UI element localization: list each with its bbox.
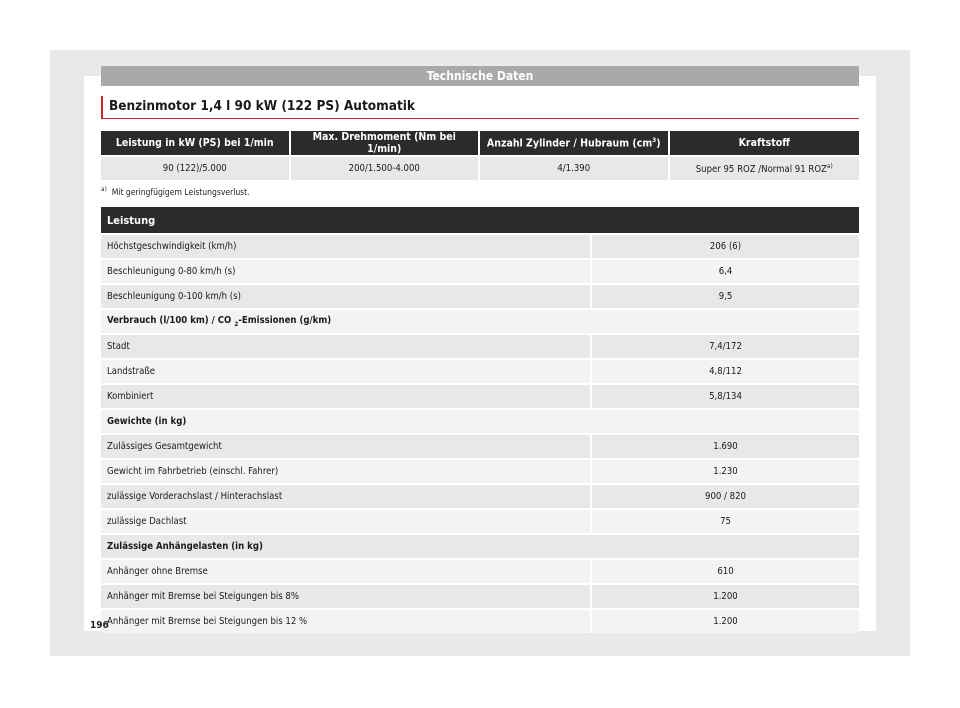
table-row xyxy=(101,433,859,458)
spec-header-power xyxy=(101,131,291,155)
subheading-row xyxy=(101,533,859,558)
row-value: 75 xyxy=(592,508,859,533)
footnote-marker: a) xyxy=(101,185,107,193)
row-label: Zulässiges Gesamtgewicht xyxy=(101,433,592,458)
subheading-trailer: Zulässige Anhängelasten (in kg) xyxy=(101,533,859,558)
row-label: Gewicht im Fahrbetrieb (einschl. Fahrer) xyxy=(101,458,592,483)
engine-spec-table xyxy=(101,131,859,180)
spec-header-torque-text: Max. Drehmoment (Nm bei 1/min) xyxy=(312,131,456,155)
row-value: 6,4 xyxy=(592,258,859,283)
subheading-row xyxy=(101,408,859,433)
subheading-consumption xyxy=(101,308,859,333)
performance-header: Leistung xyxy=(101,207,859,233)
page-number: 196 xyxy=(90,620,109,631)
table-row xyxy=(101,258,859,283)
footnote-ref: a) xyxy=(826,161,833,170)
subheading-weights: Gewichte (in kg) xyxy=(101,408,859,433)
table-row xyxy=(101,333,859,358)
table-row xyxy=(101,558,859,583)
row-value: 610 xyxy=(592,558,859,583)
table-row xyxy=(101,358,859,383)
row-value: 1.690 xyxy=(592,433,859,458)
row-value: 900 / 820 xyxy=(592,483,859,508)
row-value: 9,5 xyxy=(592,283,859,308)
subheading-consumption-pre: Verbrauch (l/100 km) / CO xyxy=(107,315,235,327)
table-row xyxy=(101,483,859,508)
row-value: 7,4/172 xyxy=(592,333,859,358)
spec-header-power-text: Leistung in kW (PS) bei 1/min xyxy=(115,137,274,149)
subheading-row xyxy=(101,308,859,333)
table-row xyxy=(101,383,859,408)
row-value: 206 (6) xyxy=(592,233,859,258)
table-row xyxy=(101,508,859,533)
title-underline xyxy=(101,118,859,119)
row-value: 1.230 xyxy=(592,458,859,483)
spec-header-cylinders xyxy=(480,131,670,155)
spec-header-fuel-text: Kraftstoff xyxy=(738,137,790,149)
row-label: Beschleunigung 0-100 km/h (s) xyxy=(101,283,592,308)
row-label: Anhänger mit Bremse bei Steigungen bis 8% xyxy=(101,583,592,608)
row-value: 5,8/134 xyxy=(592,383,859,408)
row-label: Kombiniert xyxy=(101,383,592,408)
row-value: 4,8/112 xyxy=(592,358,859,383)
table-row xyxy=(101,458,859,483)
spec-header-fuel xyxy=(670,131,860,155)
performance-header-row xyxy=(101,207,859,233)
spec-header-cylinders-sup: 3 xyxy=(652,136,657,145)
table-row xyxy=(101,233,859,258)
table-row xyxy=(101,583,859,608)
footnote-text: Mit geringfügigem Leistungsverlust. xyxy=(111,187,250,198)
row-label: Beschleunigung 0-80 km/h (s) xyxy=(101,258,592,283)
spec-value-fuel-text: Super 95 ROZ /Normal 91 ROZ xyxy=(695,164,827,176)
performance-table xyxy=(101,207,859,633)
row-value: 1.200 xyxy=(592,583,859,608)
page-title: Benzinmotor 1,4 l 90 kW (122 PS) Automatik xyxy=(109,98,415,114)
spec-value-power: 90 (122)/5.000 xyxy=(101,155,291,180)
subheading-consumption-sub: 2 xyxy=(234,319,239,328)
spec-header-cylinders-after: ) xyxy=(656,137,661,150)
row-label: Höchstgeschwindigkeit (km/h) xyxy=(101,233,592,258)
subheading-consumption-post: -Emissionen (g/km) xyxy=(238,315,332,327)
row-label: Anhänger ohne Bremse xyxy=(101,558,592,583)
table-row xyxy=(101,608,859,633)
row-label: Stadt xyxy=(101,333,592,358)
spec-header-torque xyxy=(291,131,481,155)
spec-value-cylinders: 4/1.390 xyxy=(480,155,670,180)
spec-header-cylinders-text: Anzahl Zylinder / Hubraum (cm xyxy=(486,137,653,150)
table-row xyxy=(101,283,859,308)
row-label: Landstraße xyxy=(101,358,592,383)
row-label: Anhänger mit Bremse bei Steigungen bis 12 % xyxy=(101,608,592,633)
row-label: zulässige Vorderachslast / Hinterachslast xyxy=(101,483,592,508)
row-label: zulässige Dachlast xyxy=(101,508,592,533)
spec-header-row xyxy=(101,131,859,155)
row-value: 1.200 xyxy=(592,608,859,633)
spec-value-fuel xyxy=(670,155,860,180)
section-header: Technische Daten xyxy=(101,66,859,86)
footnote xyxy=(101,185,250,198)
spec-value-row xyxy=(101,155,859,180)
spec-value-torque: 200/1.500-4.000 xyxy=(291,155,481,180)
